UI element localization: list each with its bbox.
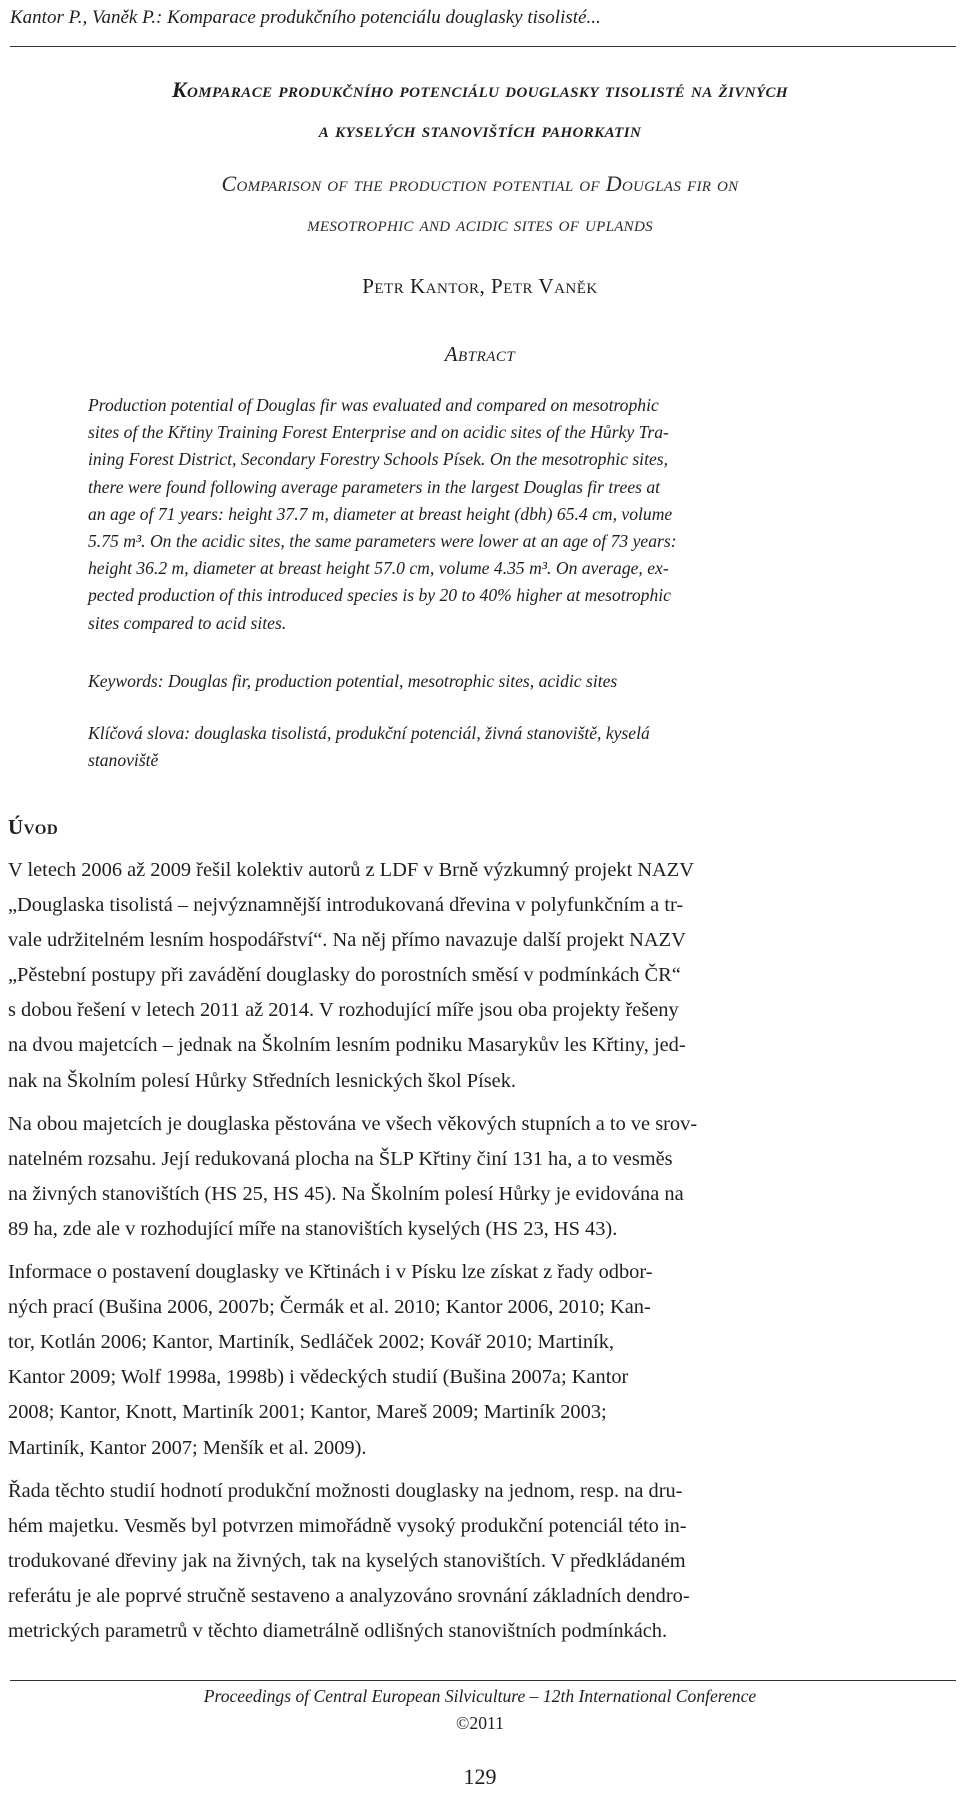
paragraph-line: natelném rozsahu. Její redukovaná plocha na ŠLP Křtiny činí 131 ha, a to vesměs <box>8 1147 673 1170</box>
keywords-czech-line: Klíčová slova: douglaska tisolistá, produkční potenciál, živná stanoviště, kyselá <box>88 723 650 743</box>
paragraph-line: 89 ha, zde ale v rozhodující míře na stanovištích kyselých (HS 23, HS 43). <box>8 1217 618 1240</box>
paragraph-2 <box>8 1107 956 1247</box>
paragraph-line: Kantor 2009; Wolf 1998a, 1998b) i vědeckých studií (Bušina 2007a; Kantor <box>8 1366 629 1389</box>
paragraph-line: Martiník, Kantor 2007; Menšík et al. 2009). <box>8 1436 367 1459</box>
paragraph-line: V letech 2006 až 2009 řešil kolektiv autorů z LDF v Brně výzkumný projekt NAZV <box>8 859 694 881</box>
keywords-english: Keywords: Douglas fir, production potential, mesotrophic sites, acidic sites <box>88 671 618 691</box>
footer-copyright: ©2011 <box>456 1713 504 1733</box>
abstract-line: there were found following average parameters in the largest Douglas fir trees at <box>88 476 661 497</box>
paragraph-line: trodukované dřeviny jak na živných, tak na kyselých stanovištích. V předkládaném <box>8 1549 686 1572</box>
title-czech-line: Komparace produkčního potenciálu douglasky tisolisté na živných <box>171 77 788 102</box>
running-head: Kantor P., Vaněk P.: Komparace produkčního potenciálu douglasky tisolisté... <box>10 7 601 28</box>
paragraph-line: hém majetku. Vesměs byl potvrzen mimořádně vysoký produkční potenciál této in- <box>8 1514 687 1537</box>
abstract-body <box>88 392 878 637</box>
page-number: 129 <box>463 1764 497 1789</box>
abstract-line: an age of 71 years: height 37.7 m, diameter at breast height (dbh) 65.4 cm, volume <box>88 503 673 524</box>
paragraph-line: Informace o postavení douglasky ve Křtinách i v Písku lze získat z řady odbor- <box>8 1261 653 1284</box>
abstract-line: sites compared to acid sites. <box>88 612 287 633</box>
paragraph-line: Na obou majetcích je douglaska pěstována ve všech věkových stupních a to ve srov- <box>8 1112 698 1135</box>
paragraph-line: „Douglaska tisolistá – nejvýznamnější introdukovaná dřevina v polyfunkčním a tr- <box>8 894 684 917</box>
paragraph-1 <box>8 853 956 1099</box>
abstract-line: pected production of this introduced species is by 20 to 40% higher at mesotrophic <box>88 585 671 606</box>
authors: Petr Kantor, Petr Vaněk <box>362 274 598 298</box>
keywords-czech <box>88 720 878 774</box>
title-english-line: Comparison of the production potential of Douglas fir on <box>221 171 739 196</box>
paragraph-line: ných prací (Bušina 2006, 2007b; Čermák et al. 2010; Kantor 2006, 2010; Kan- <box>8 1296 651 1319</box>
paragraph-line: vale udržitelném lesním hospodářství“. Na něj přímo navazuje další projekt NAZV <box>8 929 686 952</box>
paragraph-4 <box>8 1474 956 1649</box>
paragraph-line: „Pěstební postupy při zavádění douglasky do porostních směsí v podmínkách ČR“ <box>8 964 681 987</box>
title-english-line: mesotrophic and acidic sites of uplands <box>307 211 653 236</box>
title-czech <box>0 70 960 150</box>
abstract-line: ining Forest District, Secondary Forestry Schools Písek. On the mesotrophic sites, <box>88 449 669 470</box>
paragraph-line: Řada těchto studií hodnotí produkční možnosti douglasky na jednom, resp. na dru- <box>8 1479 683 1502</box>
body-text <box>8 853 956 1657</box>
paragraph-line: metrických parametrů v těchto diametrálně odlišných stanovištních podmínkách. <box>8 1619 668 1642</box>
keywords-czech-line: stanoviště <box>88 750 159 770</box>
paragraph-line: tor, Kotlán 2006; Kantor, Martiník, Sedláček 2002; Kovář 2010; Martiník, <box>8 1331 615 1354</box>
paragraph-line: s dobou řešení v letech 2011 až 2014. V rozhodující míře jsou oba projekty řešeny <box>8 999 679 1022</box>
section-heading-intro: Úvod <box>8 815 59 839</box>
abstract-line: height 36.2 m, diameter at breast height 57.0 cm, volume 4.35 m³. On average, ex- <box>88 558 669 579</box>
footer-rule <box>10 1680 956 1681</box>
paragraph-3 <box>8 1255 956 1466</box>
abstract-heading: Abtract <box>444 342 516 366</box>
paragraph-line: na živných stanovištích (HS 25, HS 45). Na Školním polesí Hůrky je evidována na <box>8 1182 684 1205</box>
title-czech-line: a kyselých stanovištích pahorkatin <box>318 117 642 142</box>
paragraph-line: referátu je ale poprvé stručně sestaveno a analyzováno srovnání základních dendro- <box>8 1584 690 1607</box>
header-rule <box>10 46 956 47</box>
abstract-line: 5.75 m³. On the acidic sites, the same parameters were lower at an age of 73 years: <box>88 531 677 552</box>
title-english <box>0 164 960 244</box>
footer-proceedings: Proceedings of Central European Silviculture – 12th International Conference <box>203 1686 757 1706</box>
abstract-line: Production potential of Douglas fir was evaluated and compared on mesotrophic <box>88 395 659 415</box>
paragraph-line: na dvou majetcích – jednak na Školním lesním podniku Masarykův les Křtiny, jed- <box>8 1034 686 1057</box>
paragraph-line: nak na Školním polesí Hůrky Středních lesnických škol Písek. <box>8 1069 517 1092</box>
paragraph-line: 2008; Kantor, Knott, Martiník 2001; Kantor, Mareš 2009; Martiník 2003; <box>8 1401 607 1424</box>
abstract-line: sites of the Křtiny Training Forest Enterprise and on acidic sites of the Hůrky Tra- <box>88 422 669 443</box>
